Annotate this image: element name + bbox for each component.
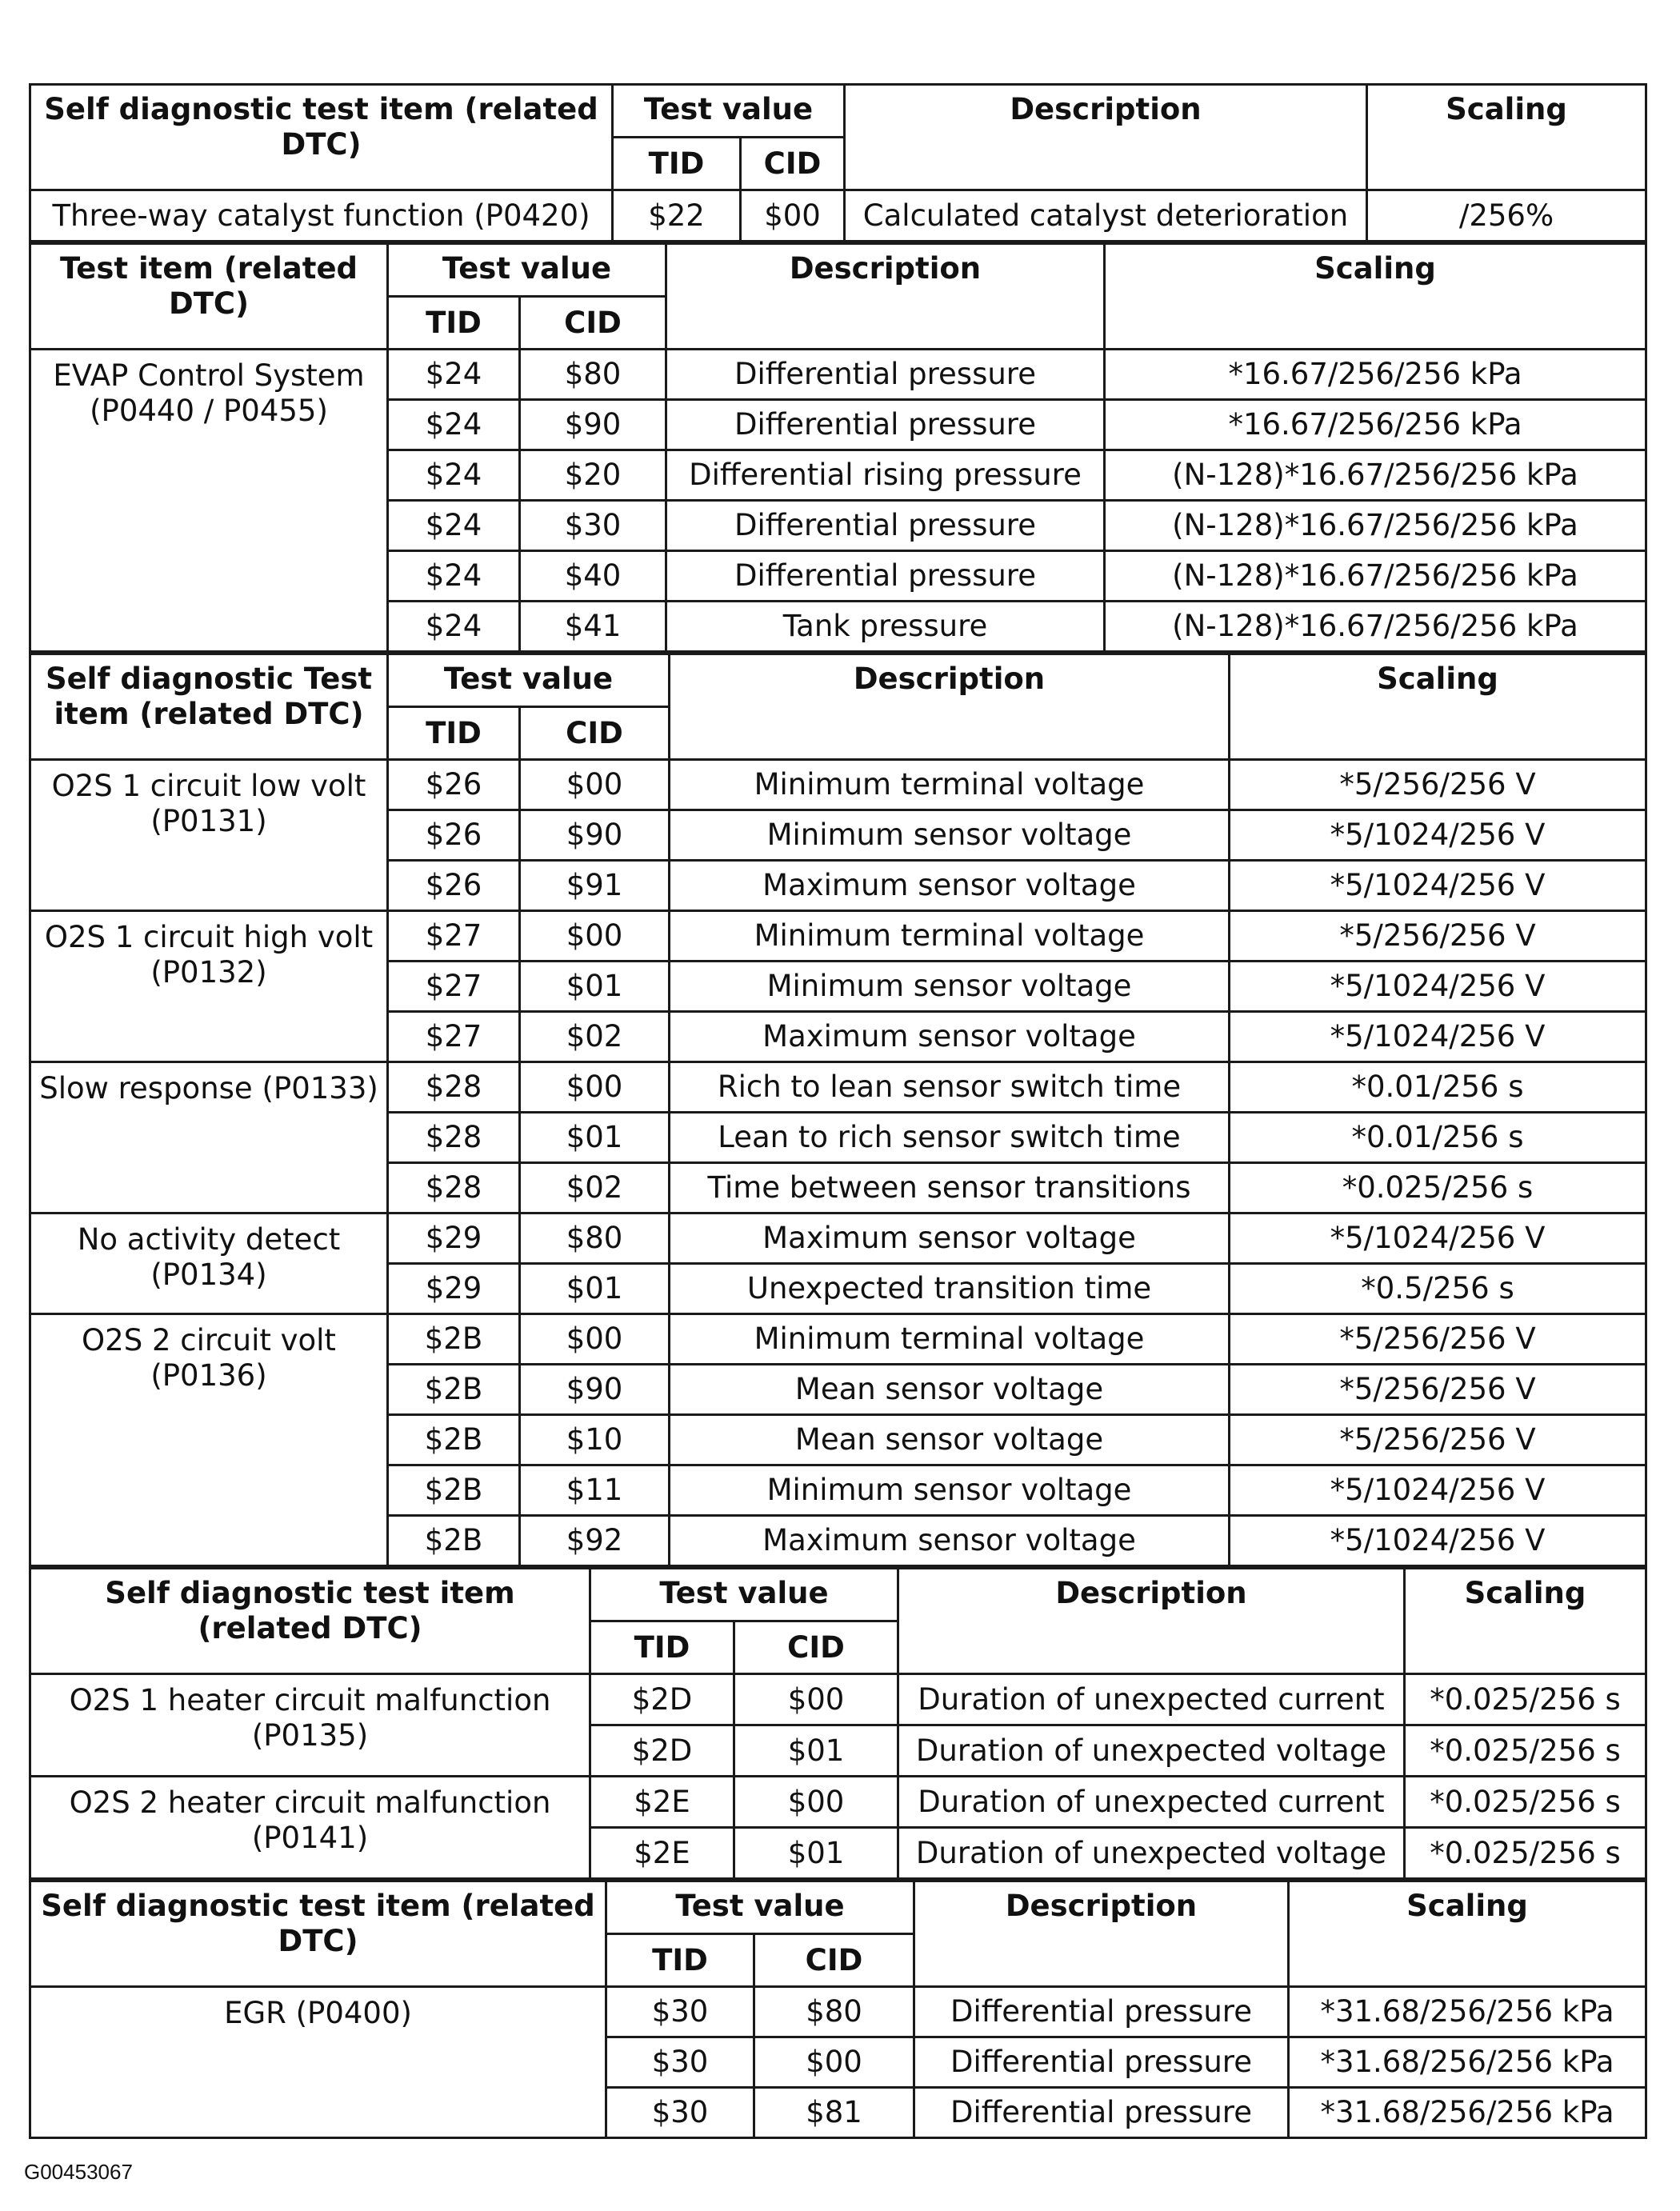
scaling-cell: *0.5/256 s xyxy=(1230,1264,1646,1314)
scaling-cell: (N-128)*16.67/256/256 kPa xyxy=(1105,501,1646,551)
tid-cell: $30 xyxy=(606,2088,754,2138)
tid-cell: $2B xyxy=(388,1314,520,1365)
header-item: Self diagnostic test item (related DTC) xyxy=(30,1881,606,1987)
scaling-cell: *0.01/256 s xyxy=(1230,1113,1646,1163)
description-cell: Differential pressure xyxy=(666,501,1105,551)
header-cid: CID xyxy=(520,707,670,760)
description-cell: Minimum sensor voltage xyxy=(670,962,1230,1012)
scaling-cell: /256% xyxy=(1367,190,1646,242)
scaling-cell: *5/1024/256 V xyxy=(1230,1213,1646,1264)
header-tid: TID xyxy=(613,138,741,190)
heater-table xyxy=(29,1567,1647,1880)
cid-cell: $01 xyxy=(734,1828,898,1879)
cid-cell: $90 xyxy=(520,1365,670,1415)
tid-cell: $2D xyxy=(590,1725,734,1777)
scaling-cell: (N-128)*16.67/256/256 kPa xyxy=(1105,450,1646,501)
header-description: Description xyxy=(845,85,1367,190)
tid-cell: $30 xyxy=(606,1987,754,2037)
item-cell: O2S 1 circuit low volt (P0131) xyxy=(30,760,388,911)
description-cell: Minimum terminal voltage xyxy=(670,911,1230,962)
header-tid: TID xyxy=(388,297,520,350)
header-tid: TID xyxy=(590,1621,734,1674)
cid-cell: $81 xyxy=(754,2088,914,2138)
cid-cell: $00 xyxy=(520,911,670,962)
description-cell: Unexpected transition time xyxy=(670,1264,1230,1314)
item-cell: Slow response (P0133) xyxy=(30,1062,388,1213)
egr-table xyxy=(29,1880,1647,2139)
cid-cell: $80 xyxy=(520,1213,670,1264)
tid-cell: $2D xyxy=(590,1674,734,1725)
tid-cell: $27 xyxy=(388,911,520,962)
cid-cell: $02 xyxy=(520,1012,670,1062)
scaling-cell: *0.025/256 s xyxy=(1405,1777,1646,1828)
header-scaling: Scaling xyxy=(1367,85,1646,190)
tid-cell: $2B xyxy=(388,1516,520,1566)
header-description: Description xyxy=(670,654,1230,760)
header-test-value: Test value xyxy=(613,85,845,138)
scaling-cell: *5/1024/256 V xyxy=(1230,1012,1646,1062)
cid-cell: $01 xyxy=(520,962,670,1012)
header-description: Description xyxy=(666,244,1105,350)
cid-cell: $91 xyxy=(520,861,670,911)
description-cell: Maximum sensor voltage xyxy=(670,861,1230,911)
tid-cell: $2B xyxy=(388,1465,520,1516)
header-cid: CID xyxy=(520,297,666,350)
item-cell: Three-way catalyst function (P0420) xyxy=(30,190,613,242)
header-scaling: Scaling xyxy=(1105,244,1646,350)
scaling-cell: *31.68/256/256 kPa xyxy=(1289,2088,1646,2138)
header-scaling: Scaling xyxy=(1289,1881,1646,1987)
cid-cell: $01 xyxy=(520,1113,670,1163)
scaling-cell: *0.01/256 s xyxy=(1230,1062,1646,1113)
header-test-value: Test value xyxy=(590,1569,898,1621)
description-cell: Time between sensor transitions xyxy=(670,1163,1230,1213)
description-cell: Duration of unexpected voltage xyxy=(898,1725,1405,1777)
cid-cell: $90 xyxy=(520,400,666,450)
scaling-cell: *5/256/256 V xyxy=(1230,1314,1646,1365)
header-cid: CID xyxy=(741,138,845,190)
tid-cell: $24 xyxy=(388,551,520,602)
header-item: Self diagnostic test item (related DTC) xyxy=(30,1569,590,1674)
item-cell: EGR (P0400) xyxy=(30,1987,606,2138)
description-cell: Differential pressure xyxy=(914,2037,1289,2088)
scaling-cell: *5/256/256 V xyxy=(1230,1365,1646,1415)
cid-cell: $41 xyxy=(520,602,666,652)
description-cell: Duration of unexpected current xyxy=(898,1674,1405,1725)
tid-cell: $24 xyxy=(388,400,520,450)
scaling-cell: *16.67/256/256 kPa xyxy=(1105,400,1646,450)
cid-cell: $40 xyxy=(520,551,666,602)
cid-cell: $11 xyxy=(520,1465,670,1516)
scaling-cell: *5/256/256 V xyxy=(1230,911,1646,962)
description-cell: Maximum sensor voltage xyxy=(670,1516,1230,1566)
description-cell: Differential pressure xyxy=(666,551,1105,602)
cid-cell: $00 xyxy=(734,1674,898,1725)
tid-cell: $29 xyxy=(388,1213,520,1264)
tid-cell: $24 xyxy=(388,602,520,652)
description-cell: Differential pressure xyxy=(666,400,1105,450)
tid-cell: $2E xyxy=(590,1828,734,1879)
cid-cell: $02 xyxy=(520,1163,670,1213)
description-cell: Minimum terminal voltage xyxy=(670,760,1230,810)
scaling-cell: *5/1024/256 V xyxy=(1230,1465,1646,1516)
scaling-cell: (N-128)*16.67/256/256 kPa xyxy=(1105,602,1646,652)
item-cell: EVAP Control System (P0440 / P0455) xyxy=(30,350,388,652)
header-cid: CID xyxy=(754,1934,914,1987)
header-scaling: Scaling xyxy=(1230,654,1646,760)
scaling-cell: *5/256/256 V xyxy=(1230,1415,1646,1465)
header-item: Self diagnostic test item (related DTC) xyxy=(30,85,613,190)
scaling-cell: *0.025/256 s xyxy=(1405,1674,1646,1725)
cid-cell: $30 xyxy=(520,501,666,551)
header-description: Description xyxy=(914,1881,1289,1987)
description-cell: Calculated catalyst deterioration xyxy=(845,190,1367,242)
tid-cell: $27 xyxy=(388,962,520,1012)
cid-cell: $90 xyxy=(520,810,670,861)
header-scaling: Scaling xyxy=(1405,1569,1646,1674)
header-item: Test item (related DTC) xyxy=(30,244,388,350)
cid-cell: $00 xyxy=(520,760,670,810)
tid-cell: $28 xyxy=(388,1163,520,1213)
cid-cell: $00 xyxy=(741,190,845,242)
description-cell: Differential pressure xyxy=(666,350,1105,400)
description-cell: Tank pressure xyxy=(666,602,1105,652)
scaling-cell: *0.025/256 s xyxy=(1230,1163,1646,1213)
cid-cell: $01 xyxy=(520,1264,670,1314)
catalyst-table xyxy=(29,83,1647,242)
scaling-cell: *5/1024/256 V xyxy=(1230,861,1646,911)
tid-cell: $27 xyxy=(388,1012,520,1062)
description-cell: Mean sensor voltage xyxy=(670,1415,1230,1465)
scaling-cell: *16.67/256/256 kPa xyxy=(1105,350,1646,400)
evap-table xyxy=(29,242,1647,653)
tid-cell: $24 xyxy=(388,501,520,551)
description-cell: Maximum sensor voltage xyxy=(670,1012,1230,1062)
description-cell: Lean to rich sensor switch time xyxy=(670,1113,1230,1163)
description-cell: Rich to lean sensor switch time xyxy=(670,1062,1230,1113)
description-cell: Differential rising pressure xyxy=(666,450,1105,501)
item-cell: O2S 2 circuit volt (P0136) xyxy=(30,1314,388,1566)
scaling-cell: *5/1024/256 V xyxy=(1230,962,1646,1012)
cid-cell: $10 xyxy=(520,1415,670,1465)
description-cell: Differential pressure xyxy=(914,1987,1289,2037)
scaling-cell: *5/256/256 V xyxy=(1230,760,1646,810)
header-cid: CID xyxy=(734,1621,898,1674)
description-cell: Minimum sensor voltage xyxy=(670,1465,1230,1516)
description-cell: Differential pressure xyxy=(914,2088,1289,2138)
description-cell: Minimum sensor voltage xyxy=(670,810,1230,861)
scaling-cell: *5/1024/256 V xyxy=(1230,810,1646,861)
cid-cell: $20 xyxy=(520,450,666,501)
scaling-cell: (N-128)*16.67/256/256 kPa xyxy=(1105,551,1646,602)
tid-cell: $2B xyxy=(388,1365,520,1415)
cid-cell: $01 xyxy=(734,1725,898,1777)
cid-cell: $00 xyxy=(754,2037,914,2088)
tid-cell: $30 xyxy=(606,2037,754,2088)
diagnostic-tables xyxy=(29,83,1645,2139)
item-cell: O2S 1 heater circuit malfunction (P0135) xyxy=(30,1674,590,1777)
tid-cell: $26 xyxy=(388,760,520,810)
description-cell: Mean sensor voltage xyxy=(670,1365,1230,1415)
cid-cell: $00 xyxy=(520,1314,670,1365)
header-tid: TID xyxy=(388,707,520,760)
tid-cell: $28 xyxy=(388,1113,520,1163)
item-cell: No activity detect (P0134) xyxy=(30,1213,388,1314)
o2s-table xyxy=(29,653,1647,1567)
header-item: Self diagnostic Test item (related DTC) xyxy=(30,654,388,760)
cid-cell: $80 xyxy=(754,1987,914,2037)
scaling-cell: *0.025/256 s xyxy=(1405,1828,1646,1879)
tid-cell: $28 xyxy=(388,1062,520,1113)
header-test-value: Test value xyxy=(606,1881,914,1934)
tid-cell: $2E xyxy=(590,1777,734,1828)
tid-cell: $26 xyxy=(388,861,520,911)
header-test-value: Test value xyxy=(388,654,670,707)
cid-cell: $92 xyxy=(520,1516,670,1566)
description-cell: Duration of unexpected voltage xyxy=(898,1828,1405,1879)
header-tid: TID xyxy=(606,1934,754,1987)
tid-cell: $26 xyxy=(388,810,520,861)
header-description: Description xyxy=(898,1569,1405,1674)
tid-cell: $2B xyxy=(388,1415,520,1465)
scaling-cell: *0.025/256 s xyxy=(1405,1725,1646,1777)
tid-cell: $24 xyxy=(388,450,520,501)
item-cell: O2S 2 heater circuit malfunction (P0141) xyxy=(30,1777,590,1879)
scaling-cell: *5/1024/256 V xyxy=(1230,1516,1646,1566)
tid-cell: $22 xyxy=(613,190,741,242)
header-test-value: Test value xyxy=(388,244,666,297)
scaling-cell: *31.68/256/256 kPa xyxy=(1289,1987,1646,2037)
description-cell: Minimum terminal voltage xyxy=(670,1314,1230,1365)
cid-cell: $80 xyxy=(520,350,666,400)
tid-cell: $29 xyxy=(388,1264,520,1314)
cid-cell: $00 xyxy=(520,1062,670,1113)
description-cell: Maximum sensor voltage xyxy=(670,1213,1230,1264)
tid-cell: $24 xyxy=(388,350,520,400)
item-cell: O2S 1 circuit high volt (P0132) xyxy=(30,911,388,1062)
figure-id: G00453067 xyxy=(24,2160,133,2184)
scaling-cell: *31.68/256/256 kPa xyxy=(1289,2037,1646,2088)
description-cell: Duration of unexpected current xyxy=(898,1777,1405,1828)
cid-cell: $00 xyxy=(734,1777,898,1828)
